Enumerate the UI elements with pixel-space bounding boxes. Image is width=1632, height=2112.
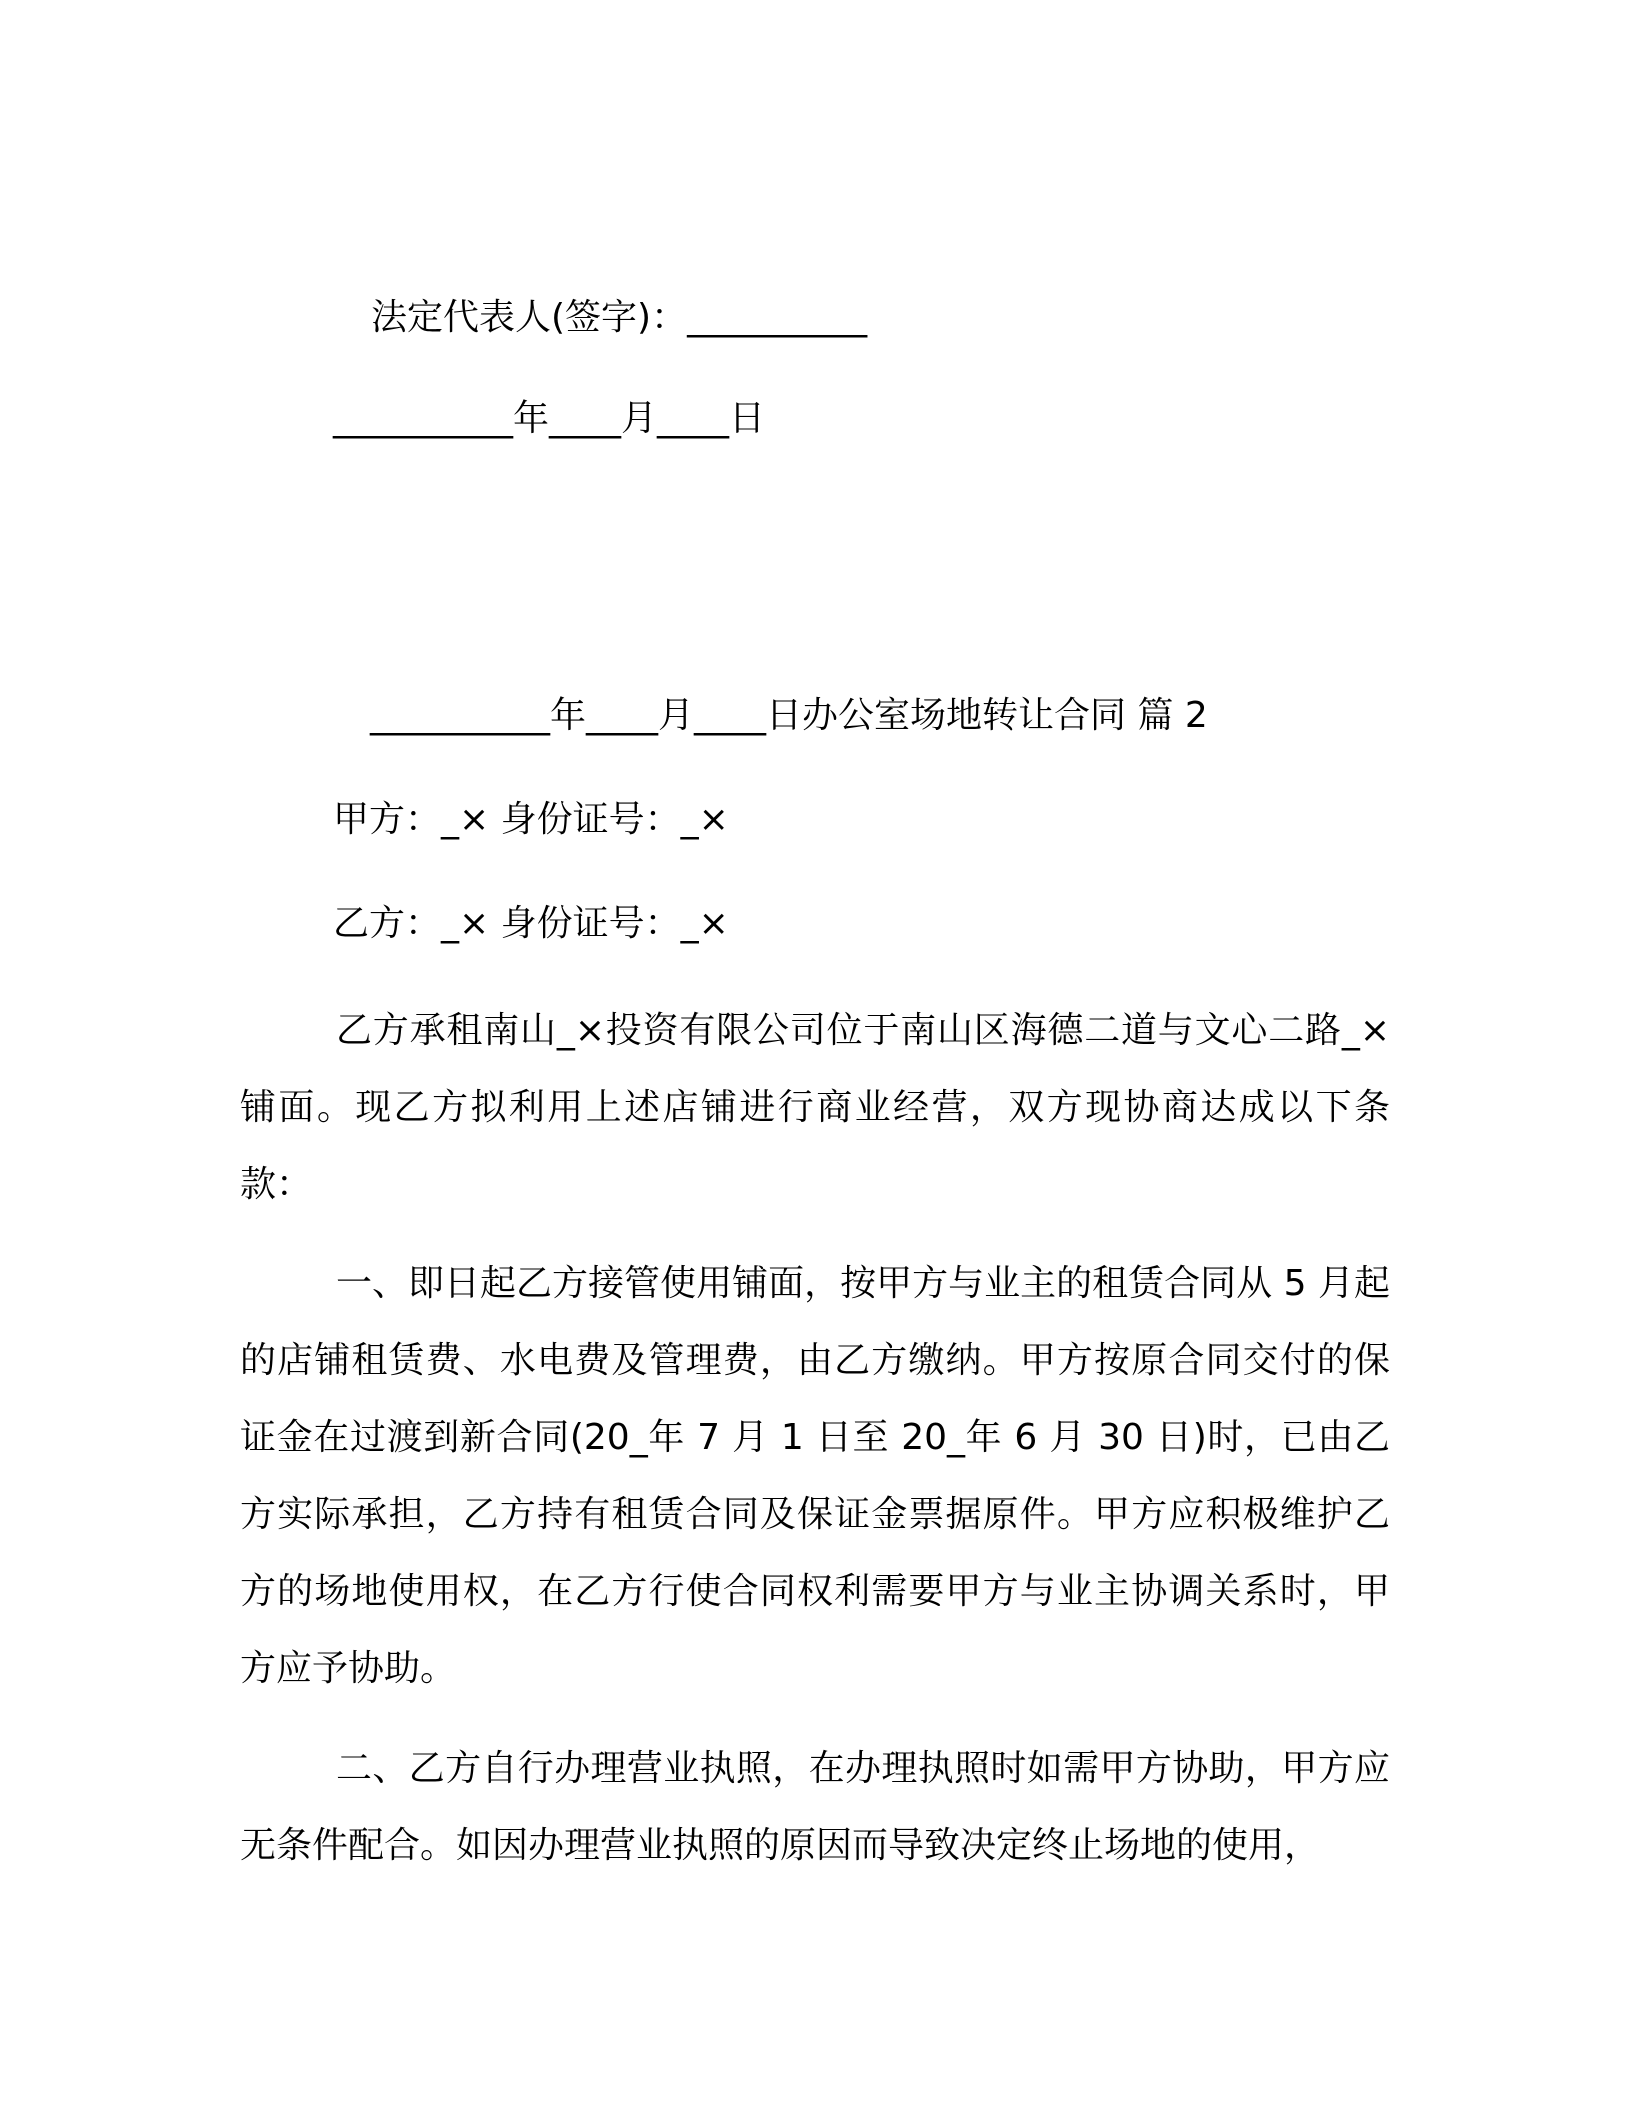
clause-1-paragraph: 一、即日起乙方接管使用铺面，按甲方与业主的租赁合同从 5 月起的店铺租赁费、水电费及管理费，由乙方缴纳。甲方按原合同交付的保证金在过渡到新合同(20_年 7 月 1 日至 20_年 6 月 30 日)时，已由乙方实际承担，乙方持有租赁合同及保证金票据原件。甲方应积极维护乙方的场地使用权，在乙方行使合同权利需要甲方与业主协调关系时，甲方应予协助。 xyxy=(240,1263,1390,1689)
intro-paragraph: 乙方承租南山_×投资有限公司位于南山区海德二道与文心二路_×铺面。现乙方拟利用上述店铺进行商业经营，双方现协商达成以下条款： xyxy=(240,1010,1390,1205)
party-b-line: 乙方：_× 身份证号：_× xyxy=(333,903,729,944)
legal-representative-signature-line: 法定代表人(签字)：__________ xyxy=(371,297,868,338)
section-title: __________年____月____日办公室场地转让合同 篇 2 xyxy=(370,695,1208,736)
party-a-line: 甲方：_× 身份证号：_× xyxy=(333,799,729,840)
signature-date-line: __________年____月____日 xyxy=(333,398,765,439)
clause-2-paragraph: 二、乙方自行办理营业执照，在办理执照时如需甲方协助，甲方应无条件配合。如因办理营业执照的原因而导致决定终止场地的使用， xyxy=(240,1748,1390,1866)
